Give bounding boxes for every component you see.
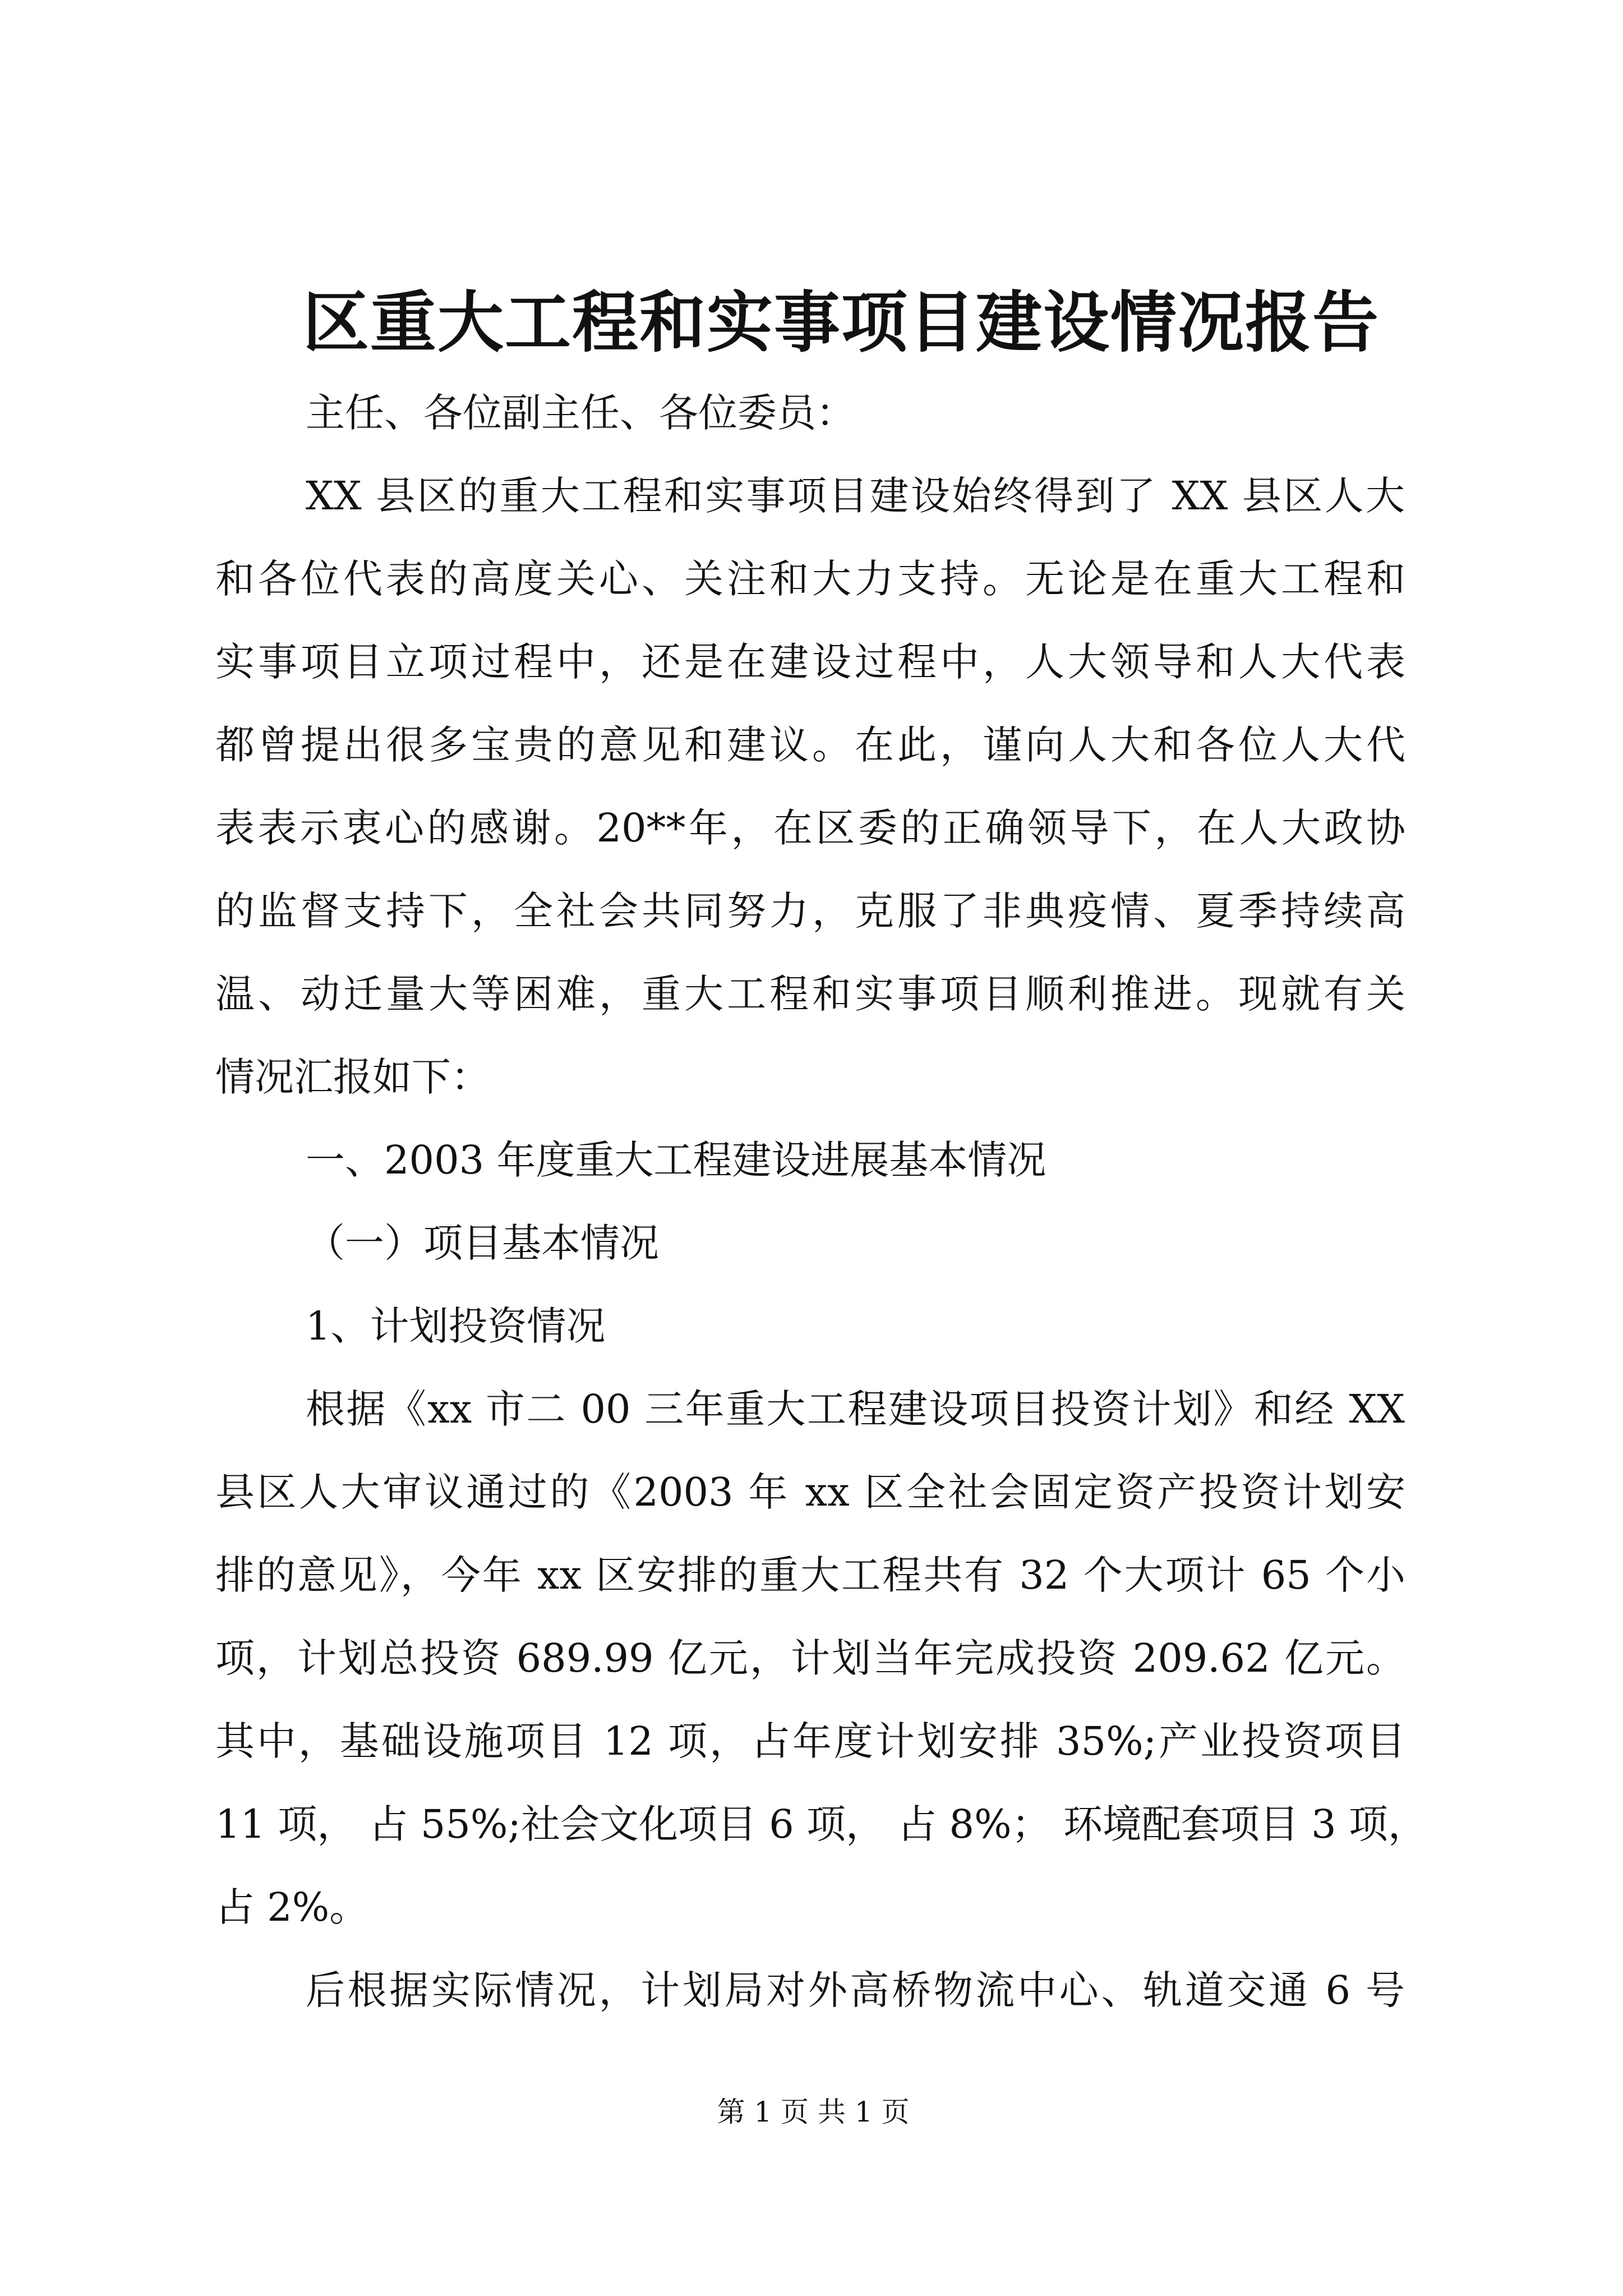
paragraph-2-line: 根据《xx 市二 00 三年重大工程建设项目投资计划》和经 XX: [306, 1386, 1405, 1432]
item-heading: 1、计划投资情况: [306, 1303, 606, 1349]
page-footer: 第 1 页 共 1 页: [717, 2096, 910, 2128]
paragraph-1-line: 都曾提出很多宝贵的意见和建议。在此，谨向人大和各位人大代: [215, 722, 1405, 768]
salutation: 主任、各位副主任、各位委员：: [306, 390, 855, 436]
paragraph-1-line: 和各位代表的高度关心、关注和大力支持。无论是在重大工程和: [215, 556, 1405, 602]
paragraph-1-line: 的监督支持下，全社会共同努力，克服了非典疫情、夏季持续高: [215, 888, 1405, 934]
paragraph-3-line: 后根据实际情况，计划局对外高桥物流中心、轨道交通 6 号: [306, 1967, 1405, 2013]
paragraph-1-line: 情况汇报如下：: [215, 1054, 490, 1100]
paragraph-2-line: 占 2%。: [215, 1884, 369, 1930]
paragraph-2-line: 项，计划总投资 689.99 亿元，计划当年完成投资 209.62 亿元。: [215, 1635, 1405, 1681]
paragraph-2-line: 排的意见》，今年 xx 区安排的重大工程共有 32 个大项计 65 个小: [215, 1552, 1405, 1598]
paragraph-2-line: 县区人大审议通过的《2003 年 xx 区全社会固定资产投资计划安: [215, 1469, 1405, 1515]
paragraph-2-line: 其中，基础设施项目 12 项，占年度计划安排 35%;产业投资项目: [215, 1718, 1405, 1764]
subsection-heading: （一）项目基本情况: [306, 1220, 659, 1266]
paragraph-1-line: 表表示衷心的感谢。20**年，在区委的正确领导下，在人大政协: [215, 805, 1405, 851]
paragraph-1-line: 实事项目立项过程中，还是在建设过程中，人大领导和人大代表: [215, 639, 1405, 685]
paragraph-1-line: 温、动迁量大等困难，重大工程和实事项目顺利推进。现就有关: [215, 971, 1405, 1017]
section-heading: 一、2003 年度重大工程建设进展基本情况: [306, 1137, 1046, 1183]
paragraph-1-line: XX 县区的重大工程和实事项目建设始终得到了 XX 县区人大: [306, 473, 1405, 519]
document-title: 区重大工程和实事项目建设情况报告: [303, 283, 1380, 361]
paragraph-2-line: 11 项， 占 55%;社会文化项目 6 项， 占 8%； 环境配套项目 3 项，: [215, 1801, 1427, 1847]
